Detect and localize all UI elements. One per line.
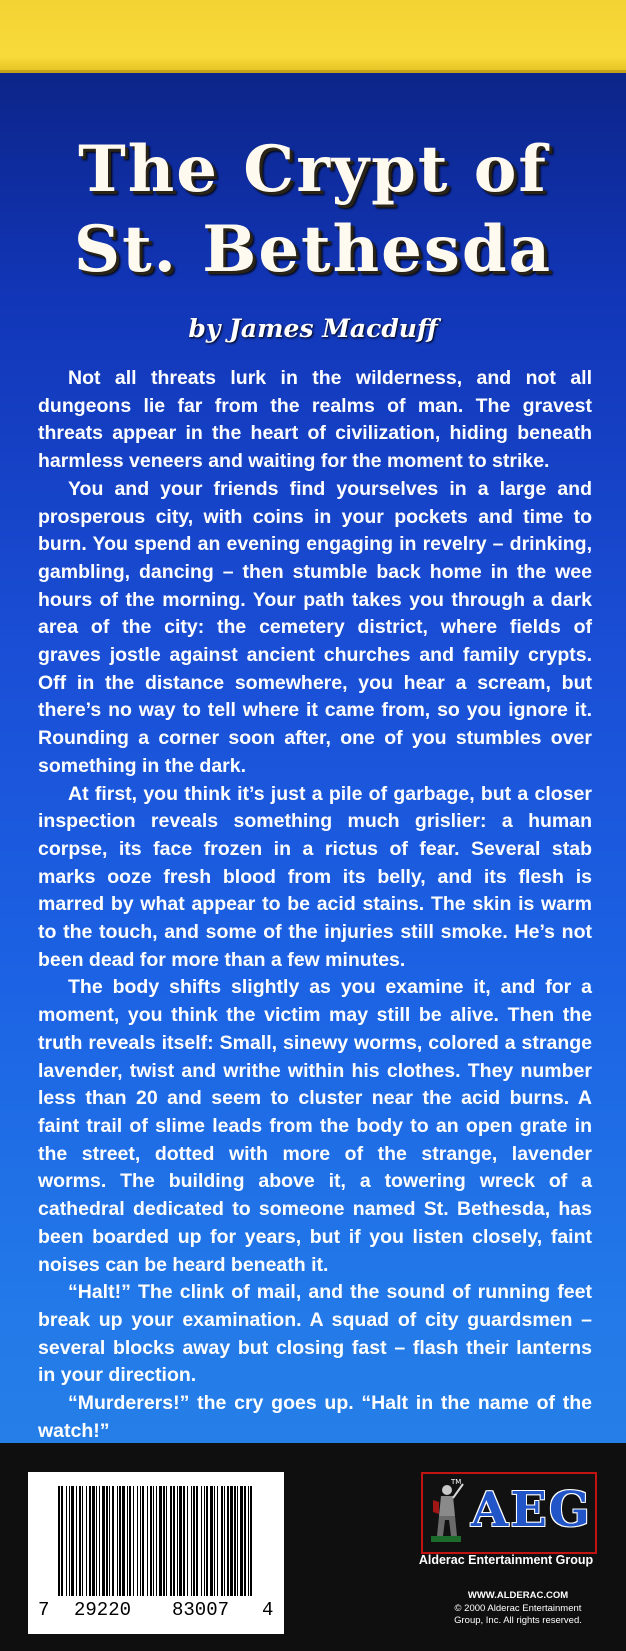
- barcode-digit-first: 7: [38, 1599, 50, 1621]
- paragraph-4: The body shifts slightly as you examine it, and for a moment, you think the victim may still be alive. Then the truth reveals itself: Small, sinewy worms, colored a strange lavender, twist and writhe within his clothes. They number less than 20 and seem to cluster near the acid burns. A faint trail of slime leads from the body to an open grate in the street, dotted with more of the strange, lavender worms. The building above it, a towering wreck of a cathedral dedicated to someone named St. Bethesda, has been boarded up for years, but if you listen closely, faint noises can be heard beneath it.: [38, 976, 592, 1276]
- barcode-bar: [112, 1486, 114, 1596]
- barcode-bar: [150, 1486, 152, 1596]
- barcode-bar: [173, 1486, 175, 1596]
- barcode-bar: [191, 1486, 192, 1596]
- barcode-bar: [92, 1486, 95, 1596]
- barcode-bar: [250, 1486, 252, 1596]
- barcode-bar: [66, 1486, 67, 1596]
- barcode-bar: [210, 1486, 213, 1596]
- publisher-name: Alderac Entertainment Group: [418, 1553, 594, 1567]
- barcode-bar: [122, 1486, 125, 1596]
- barcode-bar: [248, 1486, 249, 1596]
- barcode-bar: [86, 1486, 87, 1596]
- copyright-line-1: © 2000 Alderac Entertainment: [454, 1603, 582, 1614]
- barcode-bar: [140, 1486, 141, 1596]
- barcode-bar: [221, 1486, 223, 1596]
- barcode-bar: [214, 1486, 215, 1596]
- synopsis-text: [38, 365, 592, 1473]
- barcode-bar: [170, 1486, 172, 1596]
- knight-icon: [427, 1480, 465, 1546]
- barcode-bar: [183, 1486, 185, 1596]
- barcode-bar: [61, 1486, 63, 1596]
- paragraph-1: Not all threats lurk in the wilderness, and not all dungeons lie far from the realms of man. The gravest threats appear in the heart of civilization, hiding beneath harmless veneers and waiting for the moment to strike.: [38, 367, 592, 473]
- copyright-notice: [436, 1603, 600, 1627]
- author-byline: by James Macduff: [188, 314, 438, 343]
- barcode-bar: [133, 1486, 134, 1596]
- barcode-bar: [129, 1486, 131, 1596]
- title-line-2: St. Bethesda: [73, 212, 553, 287]
- barcode: [28, 1472, 284, 1634]
- aeg-logo-text: AEG: [471, 1482, 592, 1538]
- barcode-digit-last: 4: [262, 1599, 274, 1621]
- barcode-bar: [99, 1486, 100, 1596]
- barcode-bar: [187, 1486, 188, 1596]
- barcode-bar: [159, 1486, 162, 1596]
- barcode-bar: [179, 1486, 182, 1596]
- paragraph-3: At first, you think it’s just a pile of garbage, but a closer inspection reveals something much grislier: a human corpse, its face frozen in a rictus of fear. Several stab marks ooze fresh blood from its belly, and its flesh is marred by what appear to be acid stains. The skin is warm to the touch, and some of the injuries still smoke. He’s not been dead for more than a few minutes.: [38, 782, 592, 971]
- barcode-bar: [234, 1486, 236, 1596]
- barcode-bar: [137, 1486, 138, 1596]
- barcode-bar: [230, 1486, 233, 1596]
- barcode-bar: [240, 1486, 243, 1596]
- title-line-1: The Crypt of: [78, 132, 548, 207]
- barcode-bar: [224, 1486, 225, 1596]
- barcode-bar: [142, 1486, 144, 1596]
- book-title: [0, 130, 626, 290]
- barcode-bar: [177, 1486, 178, 1596]
- barcode-digits-right: 83007: [172, 1599, 230, 1621]
- barcode-bar: [76, 1486, 77, 1596]
- barcode-bar: [82, 1486, 83, 1596]
- paragraph-2: You and your friends find yourselves in a large and prosperous city, with coins in your pockets and time to burn. You spend an evening engaging in revelry – drinking, gambling, dancing – then stumble back home in the wee hours of the morning. Your path takes you through a dark area of the city: the cemetery district, where fields of graves jostle against ancient churches and family crypts. Off in the distance somewhere, you hear a scream, but there’s no way to tell where it came from, so you ignore it. Rounding a corner soon after, one of you stumbles over something in the dark.: [38, 477, 592, 777]
- barcode-bar: [227, 1486, 229, 1596]
- barcode-bar: [166, 1486, 167, 1596]
- trademark-mark: TM: [451, 1478, 462, 1486]
- publisher-url: WWW.ALDERAC.COM: [467, 1590, 569, 1601]
- barcode-digits-left: 29220: [74, 1599, 132, 1621]
- barcode-bar: [201, 1486, 202, 1596]
- barcode-bar: [58, 1486, 60, 1596]
- yellow-top-band: [0, 0, 626, 73]
- barcode-bar: [71, 1486, 74, 1596]
- barcode-bar: [109, 1486, 110, 1596]
- barcode-bar: [96, 1486, 97, 1596]
- barcode-bar: [204, 1486, 205, 1596]
- barcode-bar: [147, 1486, 148, 1596]
- copyright-line-2: Group, Inc. All rights reserved.: [454, 1615, 582, 1626]
- barcode-bar: [153, 1486, 154, 1596]
- aeg-logo: [421, 1472, 597, 1554]
- barcode-bar: [196, 1486, 198, 1596]
- barcode-bar: [69, 1486, 70, 1596]
- paragraph-6: “Murderers!” the cry goes up. “Halt in the name of the watch!”: [38, 1392, 592, 1442]
- barcode-bar: [79, 1486, 81, 1596]
- barcode-bar: [244, 1486, 246, 1596]
- barcode-bar: [193, 1486, 195, 1596]
- barcode-number: [34, 1599, 278, 1627]
- barcode-bar: [217, 1486, 218, 1596]
- barcode-bar: [237, 1486, 238, 1596]
- barcode-bar: [106, 1486, 108, 1596]
- barcode-bar: [206, 1486, 208, 1596]
- paragraph-5: “Halt!” The clink of mail, and the sound of running feet break up your examination. A squad of city guardsmen – several blocks away but closing fast – flash their lanterns in your direction.: [38, 1281, 592, 1387]
- barcode-bar: [156, 1486, 157, 1596]
- barcode-bar: [163, 1486, 165, 1596]
- barcode-bar: [127, 1486, 128, 1596]
- barcode-bar: [119, 1486, 121, 1596]
- barcode-bar: [89, 1486, 91, 1596]
- barcode-bars: [58, 1486, 253, 1596]
- barcode-bar: [117, 1486, 118, 1596]
- barcode-bar: [102, 1486, 105, 1596]
